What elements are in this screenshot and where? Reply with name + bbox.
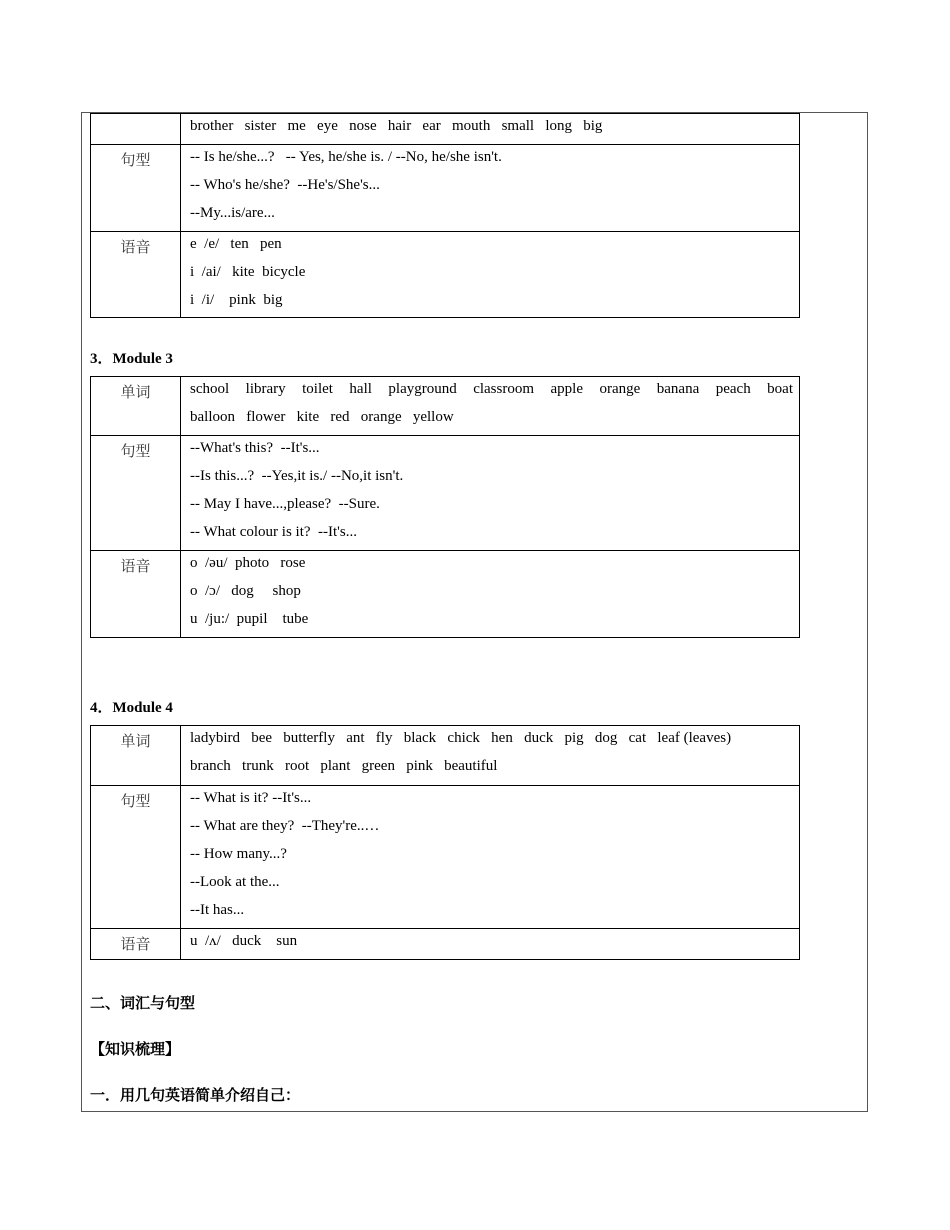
pattern-line: --Look at the... (190, 874, 280, 890)
module3-phonics-label: 语音 (91, 551, 181, 638)
phonics-line: u /ju:/ pupil tube (190, 611, 309, 627)
pattern-line: -- Is he/she...? -- Yes, he/she is. / --No, he/she isn't. (190, 149, 502, 165)
pattern-line: --What's this? --It's... (190, 440, 320, 456)
module3-phonics-content (190, 552, 793, 636)
pattern-line: --Is this...? --Yes,it is./ --No,it isn't. (190, 468, 404, 484)
module3-pattern-label: 句型 (91, 436, 181, 551)
module2-vocab-label (91, 114, 181, 144)
section2-heading: 二、词汇与句型 (90, 994, 196, 1012)
module4-phonics-label: 语音 (91, 929, 181, 960)
module3-phonics-row (91, 550, 799, 638)
module2-vocab-content (190, 115, 793, 143)
vocab-line: branch trunk root plant green pink beautiful (190, 758, 498, 774)
module3-pattern-row (91, 435, 799, 551)
pattern-line: -- What colour is it? --It's... (190, 524, 357, 540)
phonics-line: i /i/ pink big (190, 292, 283, 308)
module2-pattern-label: 句型 (91, 145, 181, 232)
vocab-line: ladybird bee butterfly ant fly black chick hen duck pig dog cat leaf (leaves) (190, 730, 732, 746)
pattern-line: --My...is/are... (190, 205, 275, 221)
module3-table (90, 376, 800, 638)
module3-vocab-label: 单词 (91, 377, 181, 435)
module3-heading: 3．Module 3 (90, 351, 173, 367)
phonics-line: o /ɔ/ dog shop (190, 583, 301, 599)
module2-table (90, 113, 800, 318)
module2-vocab-row (91, 114, 799, 144)
phonics-line: e /e/ ten pen (190, 236, 282, 252)
module4-phonics-row (91, 928, 799, 960)
module4-pattern-row (91, 785, 799, 929)
module4-pattern-label: 句型 (91, 786, 181, 929)
module2-phonics-content (190, 233, 793, 317)
module3-vocab-content (190, 378, 793, 434)
module2-pattern-content (190, 146, 793, 230)
phonics-line: u /ʌ/ duck sun (190, 933, 298, 949)
pattern-line: -- May I have...,please? --Sure. (190, 496, 380, 512)
pattern-line: -- Who's he/she? --He's/She's... (190, 177, 380, 193)
pattern-line: -- What are they? --They're..… (190, 818, 380, 834)
pattern-line: -- What is it? --It's... (190, 790, 312, 806)
vocab-line: balloon flower kite red orange yellow (190, 409, 454, 425)
phonics-line: i /ai/ kite bicycle (190, 264, 306, 280)
module2-phonics-label: 语音 (91, 232, 181, 318)
module4-pattern-content (190, 787, 793, 927)
module4-heading: 4．Module 4 (90, 700, 173, 716)
vocab-line: brother sister me eye nose hair ear mouth small long big (190, 118, 603, 134)
module2-phonics-row (91, 231, 799, 318)
knowledge-heading: 【知识梳理】 (90, 1040, 181, 1058)
module3-vocab-row (91, 377, 799, 435)
module4-vocab-row (91, 726, 799, 785)
module2-pattern-row (91, 144, 799, 232)
module4-phonics-content (190, 930, 793, 958)
module4-vocab-label: 单词 (91, 726, 181, 785)
vocab-line: school library toilet hall playground classroom apple orange banana peach boat (190, 381, 793, 397)
item1-heading: 一．用几句英语简单介绍自己： (90, 1086, 301, 1104)
module4-vocab-content (190, 727, 793, 783)
phonics-line: o /əu/ photo rose (190, 555, 306, 571)
pattern-line: --It has... (190, 902, 245, 918)
module3-pattern-content (190, 437, 793, 549)
pattern-line: -- How many...? (190, 846, 287, 862)
module4-table (90, 725, 800, 960)
